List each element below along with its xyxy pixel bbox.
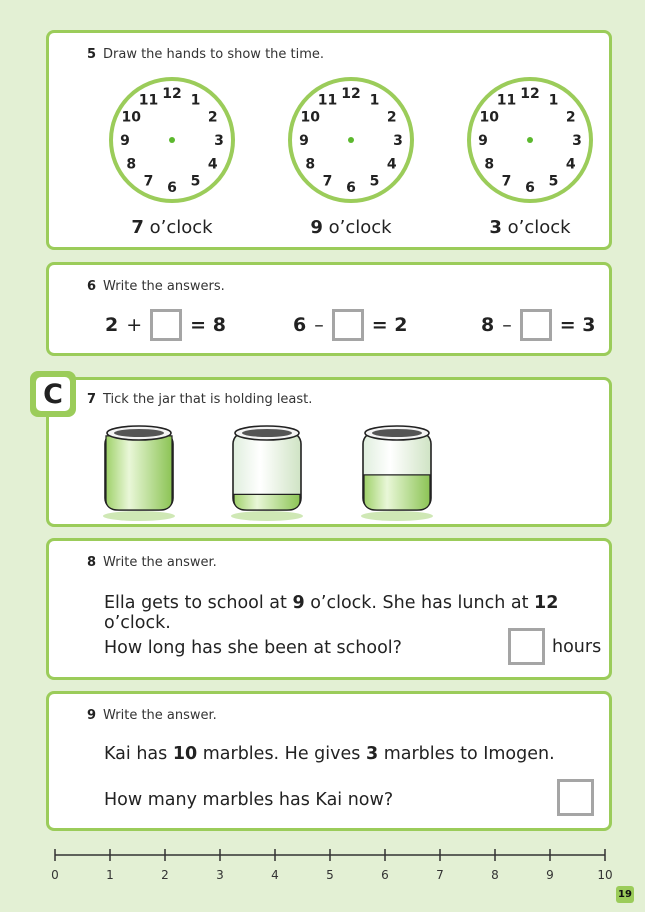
question-prompt: Write the answer. — [103, 555, 217, 570]
clock-number: 9 — [478, 133, 488, 149]
answer-box[interactable] — [520, 309, 552, 341]
answer-unit: hours — [552, 637, 602, 657]
clock-number: 9 — [120, 133, 130, 149]
answer-box[interactable] — [557, 779, 594, 816]
clock-number: 6 — [346, 180, 356, 196]
section-badge — [30, 371, 76, 417]
text: Kai has — [104, 744, 173, 764]
equation-3 — [481, 309, 596, 341]
jar-opening — [372, 429, 422, 437]
clock-number: 11 — [496, 92, 517, 109]
equation-left: 2 — [105, 314, 119, 336]
clock-center-dot — [348, 137, 354, 143]
question-number: 8 — [87, 555, 97, 570]
clock-label-1 — [107, 217, 237, 238]
clock-number: 4 — [207, 156, 218, 173]
clock-number: 10 — [479, 109, 500, 126]
text: marbles to Imogen. — [378, 744, 555, 764]
clock-label-2 — [286, 217, 416, 238]
clock-number: 1 — [548, 92, 559, 109]
clock-number: 6 — [167, 180, 177, 196]
clock-face-3[interactable] — [465, 75, 595, 205]
clock-face-2[interactable] — [286, 75, 416, 205]
word-problem-line-2: How long has she been at school? — [104, 638, 402, 658]
ruler-label: 7 — [436, 868, 444, 882]
number: 10 — [172, 744, 198, 764]
number: 12 — [534, 593, 559, 613]
clock-number: 1 — [369, 92, 380, 109]
equation-operator: – — [314, 314, 324, 336]
clock-face-1[interactable] — [107, 75, 237, 205]
equation-1 — [105, 309, 226, 341]
clock-number: 5 — [548, 173, 559, 190]
clock-number: 6 — [525, 180, 535, 196]
jar-shadow — [231, 511, 303, 521]
clock-center-dot — [527, 137, 533, 143]
equation-left: 6 — [293, 314, 307, 336]
equation-operator: + — [126, 314, 143, 336]
clock-number: 11 — [317, 92, 338, 109]
clock-number: 2 — [565, 109, 576, 126]
ruler-label: 9 — [546, 868, 554, 882]
equation-left: 8 — [481, 314, 495, 336]
clock-number: 3 — [393, 133, 403, 149]
question-prompt: Draw the hands to show the time. — [103, 47, 325, 62]
word-problem-line-1 — [104, 744, 555, 764]
word-problem-line-1 — [104, 593, 609, 633]
answer-box[interactable] — [508, 628, 545, 665]
jar-liquid — [364, 475, 430, 510]
clock-number: 7 — [143, 173, 154, 190]
question-5-panel — [46, 30, 612, 250]
clock-number: 12 — [520, 86, 540, 102]
ruler-label: 0 — [51, 868, 59, 882]
ruler-label: 10 — [597, 868, 613, 882]
clock-number: 11 — [138, 92, 159, 109]
jar-2[interactable] — [227, 418, 307, 522]
text: o’clock. She has lunch at — [304, 593, 535, 613]
clock-number: 3 — [572, 133, 582, 149]
jar-shadow — [103, 511, 175, 521]
ruler-label: 1 — [106, 868, 114, 882]
clock-number: 9 — [299, 133, 309, 149]
clock-number: 2 — [386, 109, 397, 126]
clock-number: 4 — [386, 156, 397, 173]
question-number: 6 — [87, 279, 97, 294]
page-number: 19 — [616, 886, 634, 903]
ruler-label: 2 — [161, 868, 169, 882]
clock-number: 8 — [484, 156, 495, 173]
question-prompt: Write the answers. — [103, 279, 225, 294]
clock-number: 8 — [126, 156, 137, 173]
clock-center-dot — [169, 137, 175, 143]
clock-number: 7 — [501, 173, 512, 190]
clock-hour: 3 — [489, 217, 502, 238]
answer-box[interactable] — [150, 309, 182, 341]
jar-1[interactable] — [99, 418, 179, 522]
clock-number: 2 — [207, 109, 218, 126]
question-9-panel — [46, 691, 612, 831]
clock-number: 5 — [369, 173, 380, 190]
equation-operator: – — [502, 314, 512, 336]
equation-right: = 8 — [190, 314, 226, 336]
jar-3[interactable] — [357, 418, 437, 522]
clock-number: 5 — [190, 173, 201, 190]
clock-suffix: o’clock — [507, 217, 571, 238]
clock-number: 10 — [121, 109, 142, 126]
clock-number: 7 — [322, 173, 333, 190]
clock-hour: 9 — [310, 217, 323, 238]
ruler-label: 8 — [491, 868, 499, 882]
equation-right: = 2 — [371, 314, 408, 336]
clock-number: 12 — [162, 86, 182, 102]
ruler-label: 6 — [381, 868, 389, 882]
clock-number: 1 — [190, 92, 201, 109]
equation-right: = 3 — [559, 314, 596, 336]
section-letter: C — [36, 377, 70, 411]
text: marbles. He gives — [197, 744, 366, 764]
jar-shadow — [361, 511, 433, 521]
clock-suffix: o’clock — [149, 217, 213, 238]
equation-2 — [293, 309, 408, 341]
clock-hour: 7 — [131, 217, 144, 238]
word-problem-line-2: How many marbles has Kai now? — [104, 790, 394, 810]
text: Ella gets to school at — [104, 593, 293, 613]
question-number: 5 — [87, 47, 97, 62]
question-number: 7 — [87, 392, 97, 407]
question-number: 9 — [87, 708, 97, 723]
jar-opening — [114, 429, 164, 437]
clock-number: 8 — [305, 156, 316, 173]
question-7-panel — [46, 377, 612, 527]
question-6-panel — [46, 262, 612, 356]
ruler-label: 5 — [326, 868, 334, 882]
question-8-panel — [46, 538, 612, 680]
jar-opening — [242, 429, 292, 437]
text: o’clock. — [104, 613, 171, 633]
clock-number: 3 — [214, 133, 224, 149]
ruler-label: 4 — [271, 868, 279, 882]
answer-box[interactable] — [332, 309, 364, 341]
number: 9 — [292, 593, 305, 613]
jar-liquid — [106, 436, 172, 510]
clock-number: 10 — [300, 109, 321, 126]
clock-suffix: o’clock — [328, 217, 392, 238]
jar-liquid — [234, 494, 300, 510]
ruler-label: 3 — [216, 868, 224, 882]
ruler — [0, 840, 645, 890]
number: 3 — [365, 744, 379, 764]
clock-label-3 — [465, 217, 595, 238]
clock-number: 4 — [565, 156, 576, 173]
question-prompt: Tick the jar that is holding least. — [103, 392, 313, 407]
clock-number: 12 — [341, 86, 361, 102]
question-prompt: Write the answer. — [103, 708, 217, 723]
